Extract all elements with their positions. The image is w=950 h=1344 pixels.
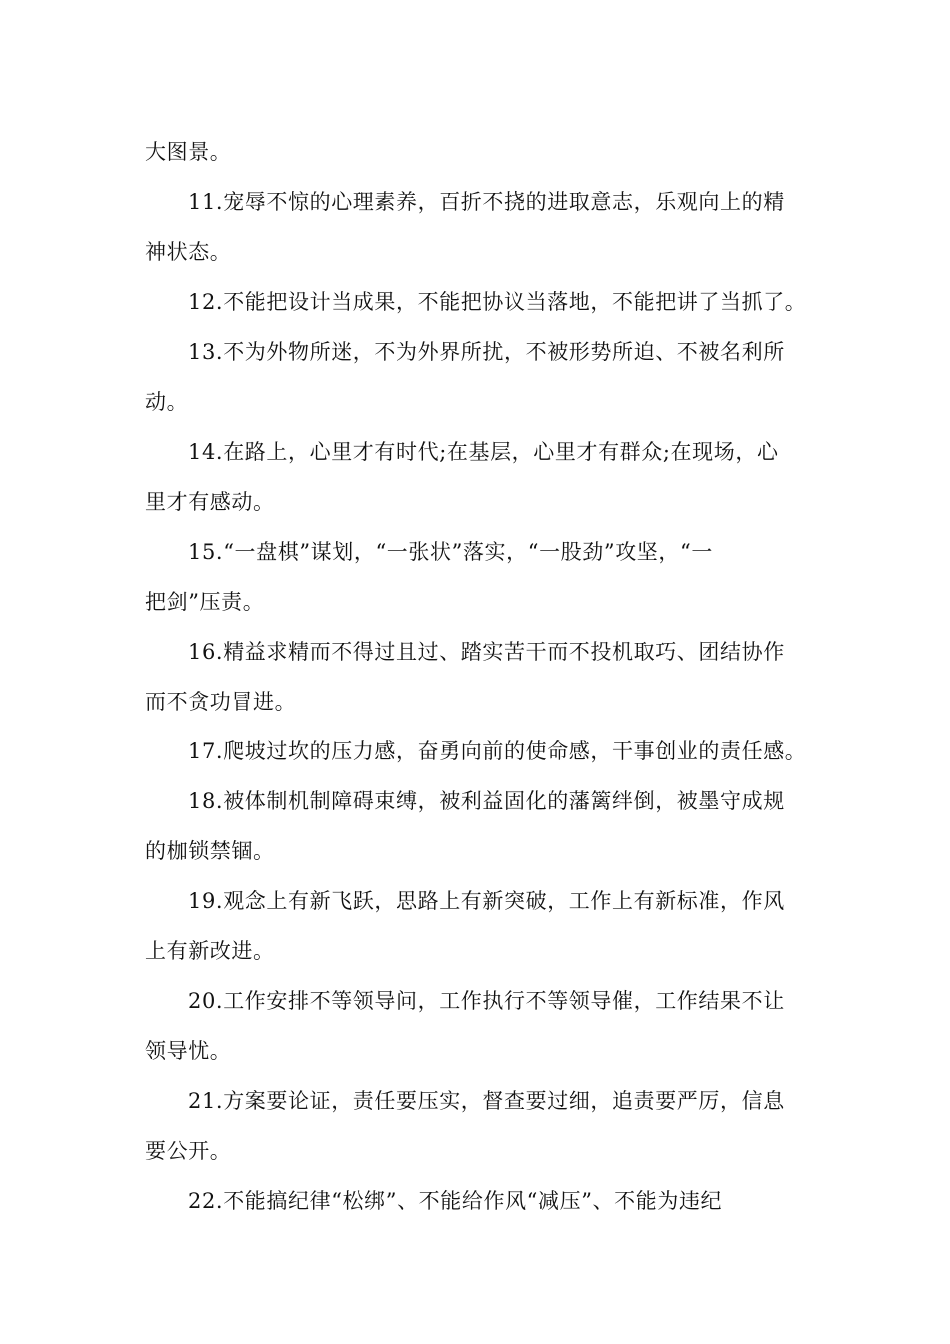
text-line: 21.方案要论证，责任要压实，督查要过细，追责要严厉，信息 xyxy=(188,1089,785,1113)
text-line: 的枷锁禁锢。 xyxy=(145,839,275,863)
text-line: 16.精益求精而不得过且过、踏实苦干而不投机取巧、团结协作 xyxy=(188,640,785,664)
text-line: 18.被体制机制障碍束缚，被利益固化的藩篱绊倒，被墨守成规 xyxy=(188,789,785,813)
text-line: 19.观念上有新飞跃，思路上有新突破，工作上有新标准，作风 xyxy=(188,889,785,913)
text-line: 12.不能把设计当成果，不能把协议当落地，不能把讲了当抓了。 xyxy=(188,290,807,314)
text-line: 13.不为外物所迷，不为外界所扰，不被形势所迫、不被名利所 xyxy=(188,340,785,364)
text-line: 而不贪功冒进。 xyxy=(145,690,297,714)
text-line: 里才有感动。 xyxy=(145,490,275,514)
text-line: 14.在路上，心里才有时代;在基层，心里才有群众;在现场，心 xyxy=(188,440,779,464)
text-line: 上有新改进。 xyxy=(145,939,275,963)
text-line: 15.“一盘棋”谋划，“一张状”落实，“一股劲”攻坚，“一 xyxy=(188,540,713,564)
text-line: 要公开。 xyxy=(145,1139,232,1163)
text-line: 大图景。 xyxy=(145,140,232,164)
text-line: 动。 xyxy=(145,390,189,414)
text-line: 20.工作安排不等领导问，工作执行不等领导催，工作结果不让 xyxy=(188,989,785,1013)
text-line: 领导忧。 xyxy=(145,1039,232,1063)
text-line: 17.爬坡过坎的压力感，奋勇向前的使命感，干事创业的责任感。 xyxy=(188,739,807,763)
text-line: 把剑”压责。 xyxy=(145,590,265,614)
text-line: 22.不能搞纪律“松绑”、不能给作风“减压”、不能为违纪 xyxy=(188,1189,723,1213)
text-line: 11.宠辱不惊的心理素养，百折不挠的进取意志，乐观向上的精 xyxy=(188,190,785,214)
text-line: 神状态。 xyxy=(145,240,232,264)
